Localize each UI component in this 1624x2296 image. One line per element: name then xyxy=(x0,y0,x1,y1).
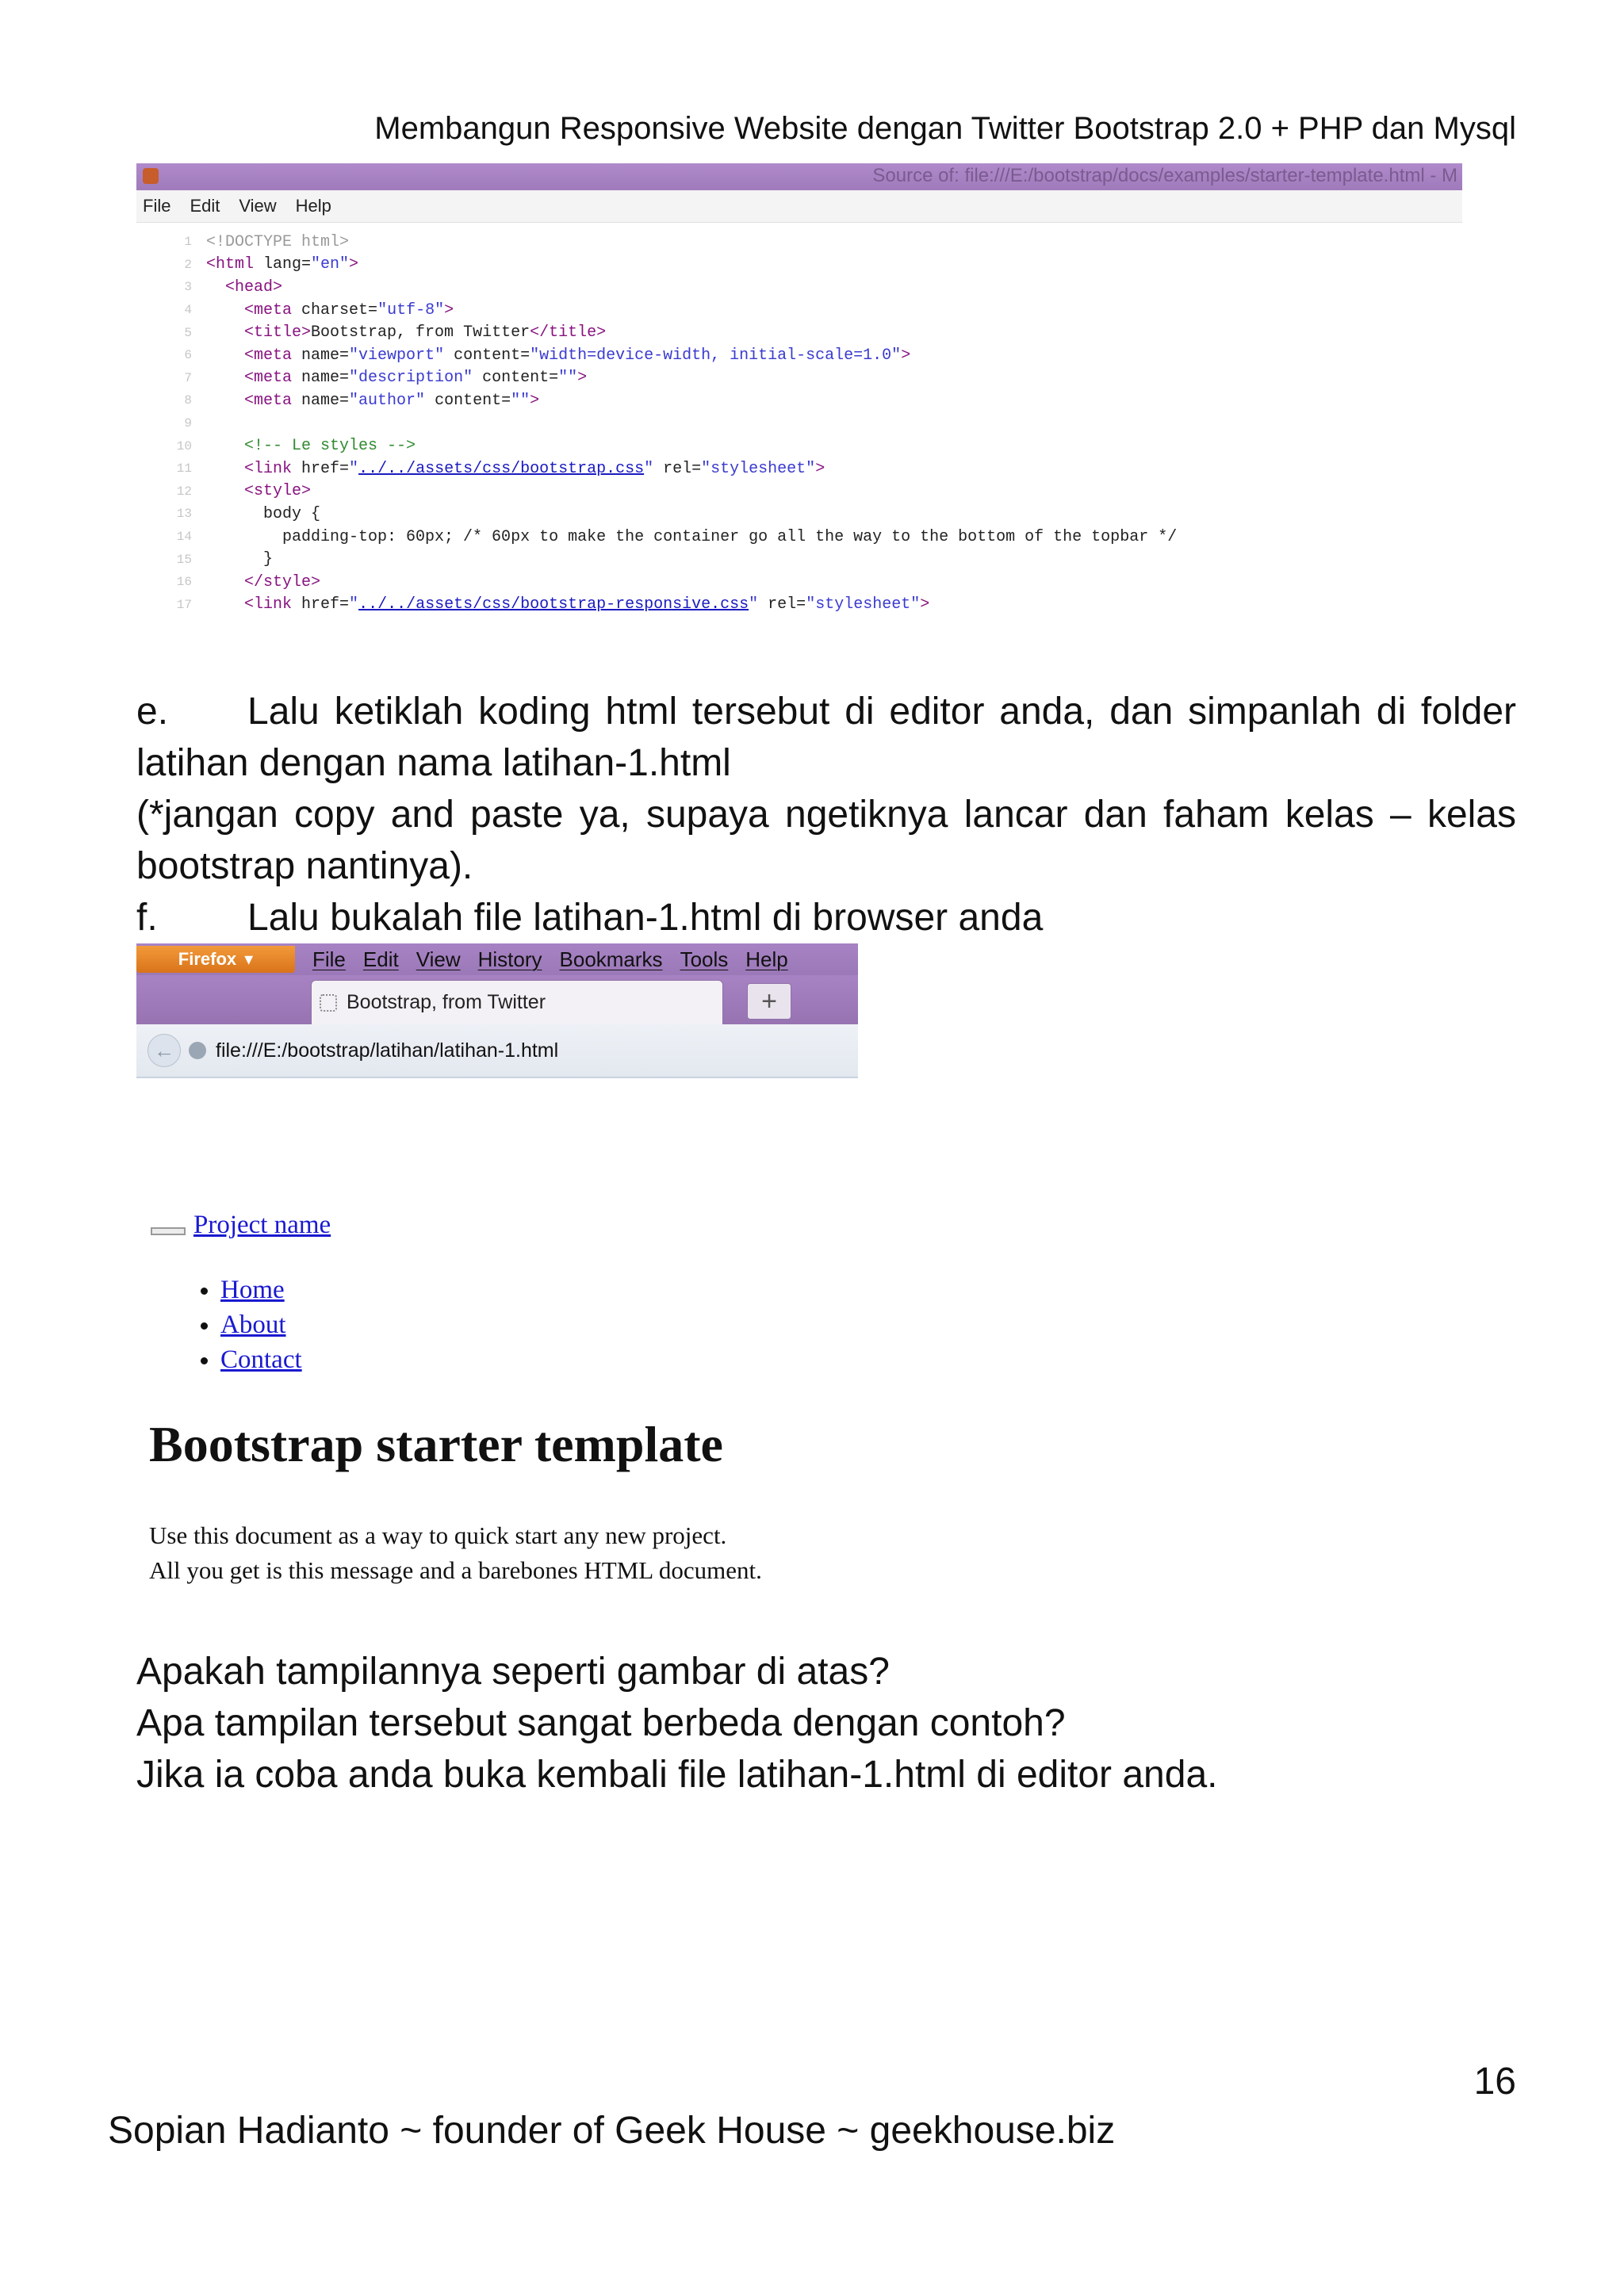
page-number: 16 xyxy=(1473,2061,1516,2103)
firefox-button-label: Firefox xyxy=(178,949,237,969)
stylesheet-link[interactable]: ../../assets/css/bootstrap.css xyxy=(358,459,645,478)
lead-line: All you get is this message and a barebones HTML document. xyxy=(149,1556,762,1584)
line-number: 2 xyxy=(184,257,192,272)
code-text: <!DOCTYPE html> xyxy=(206,232,350,251)
code-line xyxy=(136,254,1462,277)
source-menubar xyxy=(136,190,1462,223)
lead-line: Use this document as a way to quick start any new project. xyxy=(149,1521,727,1549)
code-line xyxy=(136,321,1462,344)
code-attr: content= xyxy=(473,369,559,388)
browser-menubar xyxy=(136,943,858,975)
code-value: "author" xyxy=(349,391,426,410)
line-number: 3 xyxy=(184,280,192,295)
code-value: "viewport" xyxy=(349,346,445,365)
line-number: 15 xyxy=(176,552,192,567)
step-f-letter: f. xyxy=(136,897,158,939)
code-line xyxy=(136,412,1462,435)
menu-help[interactable]: Help xyxy=(295,196,331,216)
code-attr: lang= xyxy=(254,255,312,274)
line-number: 10 xyxy=(176,438,192,453)
code-line xyxy=(136,526,1462,549)
step-e-letter: e. xyxy=(136,691,169,733)
address-bar[interactable]: file:///E:/bootstrap/latihan/latihan-1.html xyxy=(216,1039,559,1062)
globe-icon xyxy=(189,1042,206,1059)
code-value: "stylesheet" xyxy=(806,595,921,614)
code-line xyxy=(136,457,1462,480)
code-line xyxy=(136,571,1462,594)
code-line xyxy=(136,503,1462,526)
line-number: 16 xyxy=(176,575,192,590)
code-value: "en" xyxy=(311,255,350,274)
code-value: " xyxy=(349,459,359,478)
code-tag: > xyxy=(577,369,588,388)
source-window-title: Source of: file:///E:/bootstrap/docs/examples/starter-template.html - M xyxy=(872,165,1457,186)
browser-screenshot xyxy=(136,943,858,1086)
code-tag: > xyxy=(815,459,825,478)
code-tag: <meta xyxy=(244,369,293,388)
code-attr: name= xyxy=(292,346,350,365)
line-number: 13 xyxy=(176,507,192,522)
menu-bookmarks[interactable]: Bookmarks xyxy=(559,947,663,971)
menu-view[interactable]: View xyxy=(239,196,277,216)
nav-list xyxy=(193,1272,302,1377)
code-line xyxy=(136,231,1462,254)
tab-title: Bootstrap, from Twitter xyxy=(347,991,546,1013)
code-value: " xyxy=(349,595,359,614)
code-tag: </style> xyxy=(244,572,321,591)
browser-navbar xyxy=(136,1024,858,1078)
code-value: " xyxy=(644,459,654,478)
line-number: 7 xyxy=(184,370,192,385)
back-arrow-icon[interactable]: ← xyxy=(147,1034,181,1067)
step-e xyxy=(136,686,1516,943)
code-tag: > xyxy=(901,346,911,365)
menu-file[interactable]: File xyxy=(312,947,346,971)
nav-item xyxy=(220,1307,302,1342)
brand-link[interactable]: Project name xyxy=(193,1211,331,1239)
firefox-icon xyxy=(143,168,159,184)
code-line xyxy=(136,367,1462,390)
code-tag: <meta xyxy=(244,300,293,320)
code-line xyxy=(136,389,1462,412)
line-number: 8 xyxy=(184,393,192,408)
browser-tabstrip xyxy=(136,975,858,1024)
line-number: 9 xyxy=(184,416,192,431)
code-tag: <meta xyxy=(244,346,293,365)
step-f xyxy=(136,892,1516,943)
code-attr: rel= xyxy=(758,595,806,614)
code-text: body { xyxy=(263,504,321,523)
code-text: padding-top: 60px; /* 60px to make the container go all the way to the bottom of the topbar */ xyxy=(282,527,1178,546)
question-line: Apakah tampilannya seperti gambar di atas? xyxy=(136,1651,890,1693)
code-value: "description" xyxy=(349,369,473,388)
nav-item xyxy=(220,1272,302,1307)
code-attr: content= xyxy=(425,391,511,410)
code-value: "width=device-width, initial-scale=1.0" xyxy=(530,346,902,365)
code-text: } xyxy=(263,550,274,569)
step-e-line2: latihan dengan nama latihan-1.html xyxy=(136,742,731,784)
rendered-page-screenshot xyxy=(136,1193,858,1605)
stylesheet-link[interactable]: ../../assets/css/bootstrap-responsive.css xyxy=(358,595,749,614)
line-number: 14 xyxy=(176,530,192,545)
code-line xyxy=(136,299,1462,322)
code-tag: > xyxy=(530,391,540,410)
page-header: Membangun Responsive Website dengan Twitter Bootstrap 2.0 + PHP dan Mysql xyxy=(374,111,1516,146)
question-line: Apa tampilan tersebut sangat berbeda dengan contoh? xyxy=(136,1702,1066,1744)
menu-help[interactable]: Help xyxy=(745,947,788,971)
code-text: Bootstrap, from Twitter xyxy=(311,323,530,342)
code-value: "utf-8" xyxy=(377,300,445,320)
page-lead xyxy=(149,1518,762,1588)
code-tag: <meta xyxy=(244,391,293,410)
code-line xyxy=(136,344,1462,367)
code-attr: content= xyxy=(444,346,530,365)
page-icon xyxy=(320,994,337,1012)
code-tag: > xyxy=(444,300,454,320)
line-number: 1 xyxy=(184,235,192,250)
line-number: 6 xyxy=(184,348,192,363)
nav-toggle-button[interactable] xyxy=(151,1227,186,1235)
line-number: 17 xyxy=(176,597,192,612)
code-line xyxy=(136,480,1462,503)
line-number: 4 xyxy=(184,303,192,318)
code-value: "stylesheet" xyxy=(701,459,816,478)
menu-edit[interactable]: Edit xyxy=(190,196,220,216)
code-tag: <html xyxy=(206,255,255,274)
step-e-line1 xyxy=(136,686,1516,737)
code-line xyxy=(136,548,1462,571)
step-f-text: Lalu bukalah file latihan-1.html di browser anda xyxy=(247,897,1044,939)
code-line xyxy=(136,276,1462,299)
code-value: " xyxy=(749,595,759,614)
nav-link-home[interactable]: Home xyxy=(220,1276,285,1304)
navbar-brand-row xyxy=(151,1211,331,1240)
code-attr: name= xyxy=(292,391,350,410)
page-heading: Bootstrap starter template xyxy=(149,1416,723,1472)
line-number: 11 xyxy=(176,461,192,476)
line-number: 5 xyxy=(184,325,192,340)
code-attr: href= xyxy=(292,595,350,614)
code-attr: href= xyxy=(292,459,350,478)
source-window-titlebar xyxy=(136,163,1462,190)
question-line: Jika ia coba anda buka kembali file latihan-1.html di editor anda. xyxy=(136,1754,1218,1796)
step-e-note: (*jangan copy and paste ya, supaya ngetiknya lancar dan faham kelas – kelas xyxy=(136,794,1516,836)
code-tag: <head> xyxy=(225,277,283,297)
browser-tab[interactable] xyxy=(311,980,723,1024)
code-tag: <title> xyxy=(244,323,312,342)
menu-view[interactable]: View xyxy=(416,947,461,971)
dropdown-arrow-icon: ▾ xyxy=(244,949,254,969)
nav-link-about[interactable]: About xyxy=(220,1311,286,1339)
firefox-menu-button[interactable] xyxy=(136,946,295,973)
source-view-screenshot xyxy=(136,163,1462,631)
code-value: "" xyxy=(511,391,530,410)
code-tag: > xyxy=(349,255,359,274)
code-comment: <!-- Le styles --> xyxy=(244,437,416,456)
questions xyxy=(136,1646,1516,1800)
menu-tools[interactable]: Tools xyxy=(680,947,729,971)
nav-link-contact[interactable]: Contact xyxy=(220,1345,302,1374)
code-line xyxy=(136,594,1462,617)
code-line xyxy=(136,434,1462,457)
code-attr: charset= xyxy=(292,300,378,320)
code-value: "" xyxy=(558,369,578,388)
code-tag: > xyxy=(920,595,930,614)
source-code xyxy=(136,223,1462,616)
menu-edit[interactable]: Edit xyxy=(362,947,399,971)
code-attr: name= xyxy=(292,369,350,388)
line-number: 12 xyxy=(176,484,192,499)
code-tag: <link xyxy=(244,459,293,478)
step-e-text: Lalu ketiklah koding html tersebut di editor anda, dan simpanlah di folder xyxy=(247,691,1516,733)
nav-item xyxy=(220,1342,302,1377)
menu-history[interactable]: History xyxy=(477,947,542,971)
code-tag: <link xyxy=(244,595,293,614)
menu-file[interactable]: File xyxy=(143,196,171,216)
code-tag: <style> xyxy=(244,482,312,501)
footer: Sopian Hadianto ~ founder of Geek House ~ geekhouse.biz xyxy=(108,2110,1116,2152)
code-tag: </title> xyxy=(530,323,607,342)
new-tab-button[interactable]: + xyxy=(747,983,791,1020)
code-attr: rel= xyxy=(653,459,702,478)
step-e-note-cont: bootstrap nantinya). xyxy=(136,845,473,887)
